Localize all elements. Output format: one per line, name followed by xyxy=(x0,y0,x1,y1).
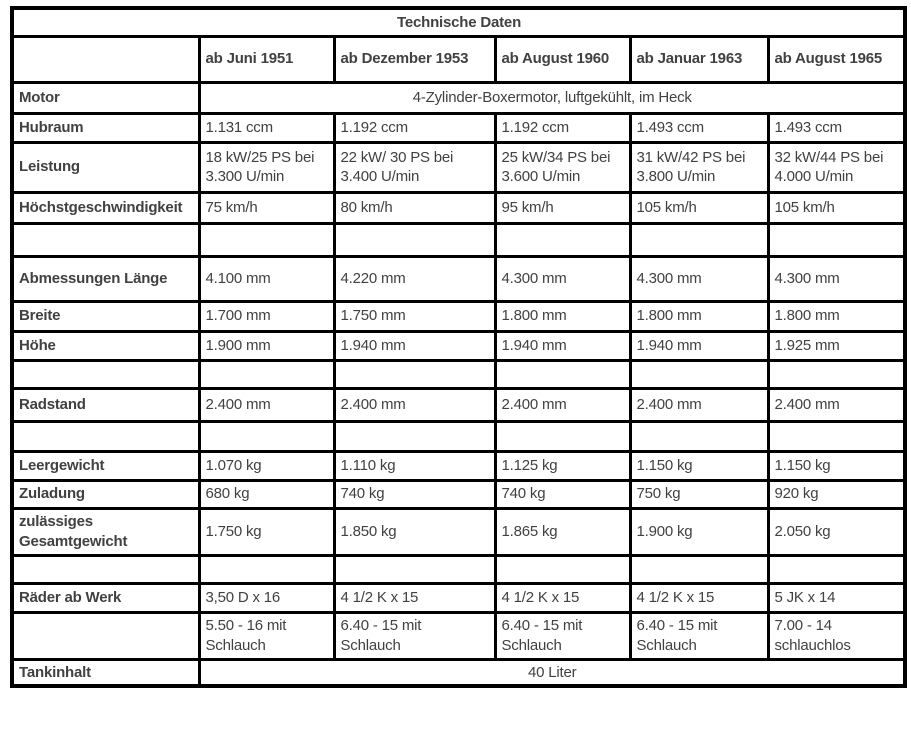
spec-row-leistung xyxy=(12,142,905,192)
empty-cell xyxy=(495,555,630,583)
spec-value: 2.400 mm xyxy=(630,388,768,421)
value-line: Schlauch xyxy=(205,636,266,654)
spec-value: 1.700 mm xyxy=(199,301,334,331)
value-line: 3.300 U/min xyxy=(205,168,285,185)
spec-value: 2.050 kg xyxy=(768,508,905,555)
spec-value: 1.800 mm xyxy=(630,301,768,331)
spec-value: 2.400 mm xyxy=(199,388,334,421)
spacer-row xyxy=(12,360,905,388)
row-label-reifen xyxy=(12,612,199,659)
spec-value: 1.940 mm xyxy=(495,331,630,360)
row-label-abmessungen-laenge: Abmessungen Länge xyxy=(12,256,199,301)
spec-row-zulaessiges-gesamtgewicht xyxy=(12,508,905,555)
value-line: 6.40 - 15 mit xyxy=(340,617,422,634)
spec-value: 1.150 kg xyxy=(630,451,768,480)
row-label-motor: Motor xyxy=(12,82,199,113)
value-line: 3.400 U/min xyxy=(340,168,420,185)
value-line: 32 kW/44 PS bei xyxy=(774,148,884,166)
row-label-hoechstgeschwindigkeit: Höchstgeschwindigkeit xyxy=(12,192,199,223)
value-line: 18 kW/25 PS bei xyxy=(205,148,315,166)
spec-value: 740 kg xyxy=(495,480,630,508)
empty-cell xyxy=(630,223,768,256)
value-line: 25 kW/34 PS bei xyxy=(501,148,611,166)
spec-value: 5 JK x 14 xyxy=(768,583,905,612)
row-label-leistung: Leistung xyxy=(12,142,199,192)
empty-cell xyxy=(12,223,199,256)
spec-row-abmessungen-laenge xyxy=(12,256,905,301)
spec-value xyxy=(495,142,630,192)
spacer-row xyxy=(12,223,905,256)
column-header-dezember-1953: ab Dezember 1953 xyxy=(334,36,495,82)
empty-cell xyxy=(495,223,630,256)
empty-cell xyxy=(334,421,495,451)
spec-value: 1.150 kg xyxy=(768,451,905,480)
row-label-hubraum: Hubraum xyxy=(12,113,199,142)
spec-value: 105 km/h xyxy=(630,192,768,223)
spec-value: 1.493 ccm xyxy=(630,113,768,142)
spec-value: 1.900 mm xyxy=(199,331,334,360)
spec-value: 1.493 ccm xyxy=(768,113,905,142)
spec-value: 1.865 kg xyxy=(495,508,630,555)
column-header-januar-1963: ab Januar 1963 xyxy=(630,36,768,82)
row-label-radstand: Radstand xyxy=(12,388,199,421)
spec-row-breite xyxy=(12,301,905,331)
empty-cell xyxy=(630,555,768,583)
spec-row-leergewicht xyxy=(12,451,905,480)
spec-value: 1.125 kg xyxy=(495,451,630,480)
row-label-hoehe: Höhe xyxy=(12,331,199,360)
spec-value: 4.100 mm xyxy=(199,256,334,301)
spec-value: 1.940 mm xyxy=(334,331,495,360)
spec-value: 105 km/h xyxy=(768,192,905,223)
title-row xyxy=(12,8,905,36)
empty-cell xyxy=(12,360,199,388)
tankinhalt-value: 40 Liter xyxy=(199,659,905,686)
spacer-row xyxy=(12,555,905,583)
spec-value: 4.300 mm xyxy=(768,256,905,301)
spec-value: 1.925 mm xyxy=(768,331,905,360)
spec-row-hubraum xyxy=(12,113,905,142)
spec-row-hoehe xyxy=(12,331,905,360)
spec-value xyxy=(199,612,334,659)
spec-value: 95 km/h xyxy=(495,192,630,223)
empty-cell xyxy=(334,360,495,388)
empty-cell xyxy=(495,360,630,388)
value-line: 22 kW/ 30 PS bei xyxy=(340,148,454,166)
empty-cell xyxy=(768,421,905,451)
spec-value xyxy=(630,142,768,192)
row-label-tankinhalt: Tankinhalt xyxy=(12,659,199,686)
motor-value: 4-Zylinder-Boxermotor, luftgekühlt, im Heck xyxy=(199,82,905,113)
spec-value: 4 1/2 K x 15 xyxy=(495,583,630,612)
empty-cell xyxy=(199,360,334,388)
value-line: Schlauch xyxy=(340,636,401,654)
value-line: 4.000 U/min xyxy=(774,168,854,185)
spec-value: 75 km/h xyxy=(199,192,334,223)
value-line: 31 kW/42 PS bei xyxy=(636,148,746,166)
spec-row-radstand xyxy=(12,388,905,421)
column-header-august-1965: ab August 1965 xyxy=(768,36,905,82)
empty-cell xyxy=(199,421,334,451)
value-line: schlauchlos xyxy=(774,636,851,654)
spec-value xyxy=(630,612,768,659)
empty-cell xyxy=(12,555,199,583)
column-header-juni-1951: ab Juni 1951 xyxy=(199,36,334,82)
spec-value: 1.750 mm xyxy=(334,301,495,331)
value-line: 6.40 - 15 mit xyxy=(636,617,718,634)
row-label-zuladung: Zuladung xyxy=(12,480,199,508)
empty-cell xyxy=(199,223,334,256)
empty-cell xyxy=(630,360,768,388)
spec-value: 2.400 mm xyxy=(495,388,630,421)
empty-cell xyxy=(334,555,495,583)
empty-cell xyxy=(768,555,905,583)
spec-value: 920 kg xyxy=(768,480,905,508)
row-label-raeder-ab-werk: Räder ab Werk xyxy=(12,583,199,612)
spec-value: 1.850 kg xyxy=(334,508,495,555)
spec-value: 1.940 mm xyxy=(630,331,768,360)
empty-cell xyxy=(495,421,630,451)
spec-value: 3,50 D x 16 xyxy=(199,583,334,612)
empty-cell xyxy=(768,223,905,256)
spec-value xyxy=(768,142,905,192)
spec-value: 1.800 mm xyxy=(768,301,905,331)
label-line: Gesamtgewicht xyxy=(19,532,128,550)
technical-data-table xyxy=(10,6,907,688)
spec-value: 740 kg xyxy=(334,480,495,508)
row-label-zulaessiges-gesamtgewicht xyxy=(12,508,199,555)
spec-value xyxy=(334,142,495,192)
spec-value: 80 km/h xyxy=(334,192,495,223)
spec-value: 1.131 ccm xyxy=(199,113,334,142)
spec-row-reifen xyxy=(12,612,905,659)
value-line: 6.40 - 15 mit xyxy=(501,617,583,634)
value-line: Schlauch xyxy=(501,636,562,654)
spec-value: 4.300 mm xyxy=(495,256,630,301)
spec-value: 1.110 kg xyxy=(334,451,495,480)
column-header-row xyxy=(12,36,905,82)
motor-row xyxy=(12,82,905,113)
spec-value: 1.750 kg xyxy=(199,508,334,555)
value-line: 7.00 - 14 xyxy=(774,617,832,634)
value-line: 5.50 - 16 mit xyxy=(205,617,287,634)
empty-cell xyxy=(768,360,905,388)
label-line: zulässiges xyxy=(19,513,93,530)
spacer-row xyxy=(12,421,905,451)
spec-row-hoechstgeschwindigkeit xyxy=(12,192,905,223)
spec-value: 2.400 mm xyxy=(334,388,495,421)
row-label-breite: Breite xyxy=(12,301,199,331)
spec-value: 1.192 ccm xyxy=(334,113,495,142)
column-header-august-1960: ab August 1960 xyxy=(495,36,630,82)
spec-value: 4 1/2 K x 15 xyxy=(334,583,495,612)
spec-value: 1.192 ccm xyxy=(495,113,630,142)
spec-row-raeder-ab-werk xyxy=(12,583,905,612)
spec-value: 680 kg xyxy=(199,480,334,508)
tankinhalt-row xyxy=(12,659,905,686)
value-line: 3.800 U/min xyxy=(636,168,716,185)
spec-value xyxy=(768,612,905,659)
spec-value xyxy=(495,612,630,659)
spec-value: 1.800 mm xyxy=(495,301,630,331)
value-line: Schlauch xyxy=(636,636,697,654)
spec-value xyxy=(199,142,334,192)
empty-cell xyxy=(630,421,768,451)
spec-value: 1.900 kg xyxy=(630,508,768,555)
spec-value xyxy=(334,612,495,659)
table-title: Technische Daten xyxy=(12,8,905,36)
spec-row-zuladung xyxy=(12,480,905,508)
row-label-leergewicht: Leergewicht xyxy=(12,451,199,480)
value-line: 3.600 U/min xyxy=(501,168,581,185)
empty-cell xyxy=(334,223,495,256)
corner-cell xyxy=(12,36,199,82)
spec-value: 750 kg xyxy=(630,480,768,508)
empty-cell xyxy=(199,555,334,583)
empty-cell xyxy=(12,421,199,451)
spec-value: 1.070 kg xyxy=(199,451,334,480)
spec-value: 4.300 mm xyxy=(630,256,768,301)
spec-value: 4.220 mm xyxy=(334,256,495,301)
spec-value: 4 1/2 K x 15 xyxy=(630,583,768,612)
spec-value: 2.400 mm xyxy=(768,388,905,421)
